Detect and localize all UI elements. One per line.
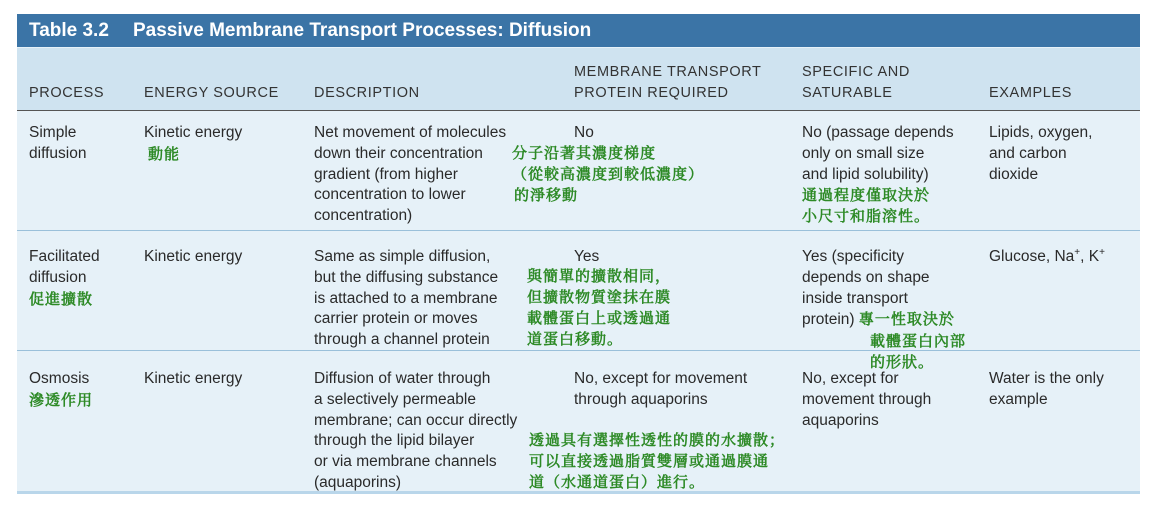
description-cell: Same as simple diffusion, but the diffusing substance is attached to a membrane carrier protein or moves through a channel protein <box>314 248 499 349</box>
energy-cell: Kinetic energy <box>144 370 243 387</box>
specific-cell: Yes (specificity depends on shape inside transport protein) 專一性取決於 載體蛋白內部 的形狀。 <box>802 248 967 372</box>
table-number: Table 3.2 <box>29 19 109 41</box>
description-cell: Diffusion of water through a selectively permeable membrane; can occur directly through the lipid bilayer or via membrane channels (aquaporins) <box>314 370 518 491</box>
protein-cell: Yes <box>574 248 600 265</box>
header-examples: EXAMPLES <box>989 85 1072 101</box>
examples-cell: Lipids, oxygen, and carbon dioxide <box>989 124 1093 183</box>
table-title: Passive Membrane Transport Processes: Diffusion <box>133 19 592 41</box>
header-membrane-line1: MEMBRANE TRANSPORT <box>574 64 762 80</box>
table-row <box>17 111 1140 229</box>
energy-cell: Kinetic energy 動能 <box>144 124 243 163</box>
header-description: DESCRIPTION <box>314 85 420 101</box>
specific-translation-line2: 載體蛋白內部 <box>870 332 967 351</box>
specific-translation-line3: 的形狀。 <box>870 353 935 372</box>
description-translation: 透過具有選擇性透性的膜的水擴散； 可以直接透過脂質雙層或通過膜通 道（水通道蛋白）進行。 <box>529 431 786 491</box>
header-specific-line2: SATURABLE <box>802 85 893 101</box>
specific-cell: No, except for movement through aquaporins <box>802 370 932 429</box>
energy-cell: Kinetic energy <box>144 248 243 265</box>
specific-translation-line1: 專一性取決於 <box>858 310 955 329</box>
protein-cell: No <box>574 124 594 141</box>
table-container <box>17 14 1140 494</box>
specific-cell: No (passage depends only on small size and lipid solubility) 通過程度僅取決於 小尺寸和脂溶性。 <box>802 124 954 226</box>
header-energy-source: ENERGY SOURCE <box>144 85 279 101</box>
header-specific-saturable <box>802 62 910 104</box>
process-cell: Osmosis 滲透作用 <box>29 370 94 409</box>
protein-cell: No, except for movement through aquaporins <box>574 370 748 408</box>
description-translation: 分子沿著其濃度梯度 （從較高濃度到較低濃度） 的淨移動 <box>512 144 705 204</box>
energy-translation: 動能 <box>148 144 181 163</box>
process-translation: 促進擴散 <box>29 289 94 308</box>
examples-cell: Glucose, Na+, K+ <box>989 246 1105 265</box>
table-header <box>17 48 1140 111</box>
description-cell: Net movement of molecules down their concentration gradient (from higher concentration to lower concentration) <box>314 124 507 225</box>
table-row <box>17 350 1140 493</box>
header-process: PROCESS <box>29 85 105 101</box>
process-cell: Simple diffusion <box>29 124 87 162</box>
specific-translation-line2: 小尺寸和脂溶性。 <box>802 207 931 226</box>
description-translation: 與簡單的擴散相同， 但擴散物質塗抹在膜 載體蛋白上或透過通 道蛋白移動。 <box>527 267 672 348</box>
table-row <box>17 230 1140 372</box>
header-specific-line1: SPECIFIC AND <box>802 64 910 80</box>
header-membrane-line2: PROTEIN REQUIRED <box>574 85 729 101</box>
process-cell: Facilitated diffusion 促進擴散 <box>29 248 100 308</box>
process-translation: 滲透作用 <box>29 390 94 409</box>
examples-cell: Water is the only example <box>989 370 1104 408</box>
specific-translation-line1: 通過程度僅取決於 <box>802 186 931 205</box>
bottom-rule <box>17 491 1140 494</box>
table-title-bar <box>17 14 1140 47</box>
header-membrane-protein <box>574 62 762 104</box>
